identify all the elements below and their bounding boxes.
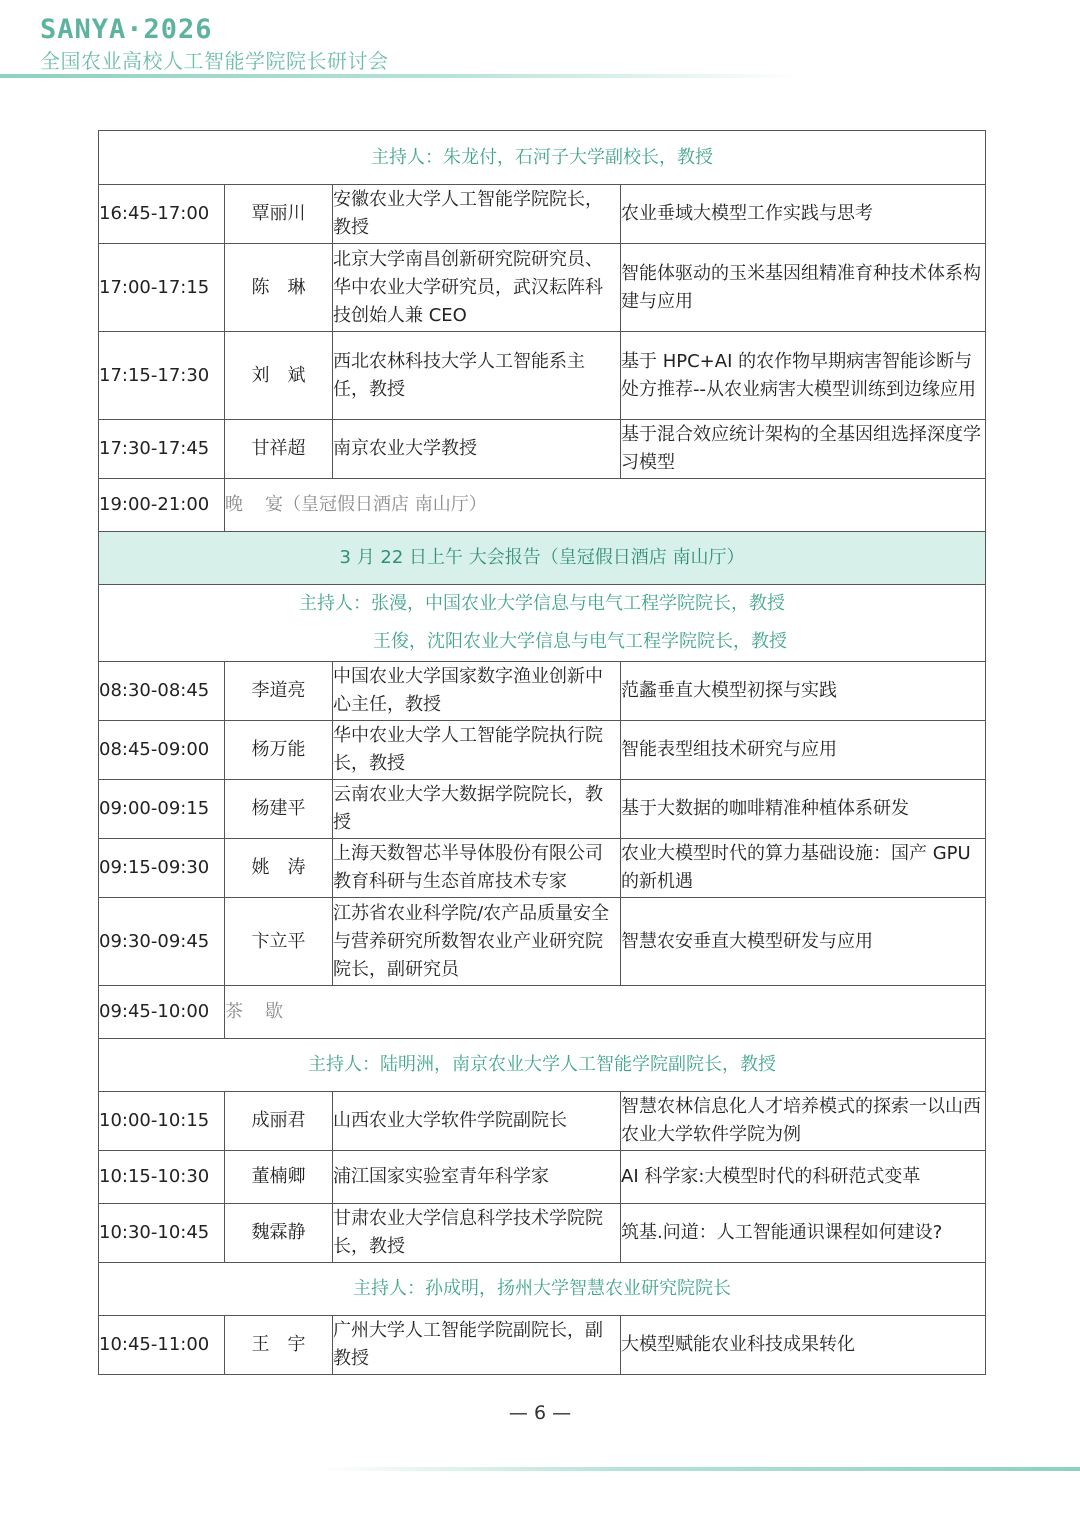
speaker-affiliation: 南京农业大学教授 xyxy=(333,420,621,479)
table-row xyxy=(99,185,986,244)
time-cell: 09:30-09:45 xyxy=(99,898,225,986)
time-cell: 17:15-17:30 xyxy=(99,332,225,420)
table-row xyxy=(99,332,986,420)
speaker-affiliation: 云南农业大学大数据学院院长，教授 xyxy=(333,780,621,839)
header-title-zh: 全国农业高校人工智能学院院长研讨会 xyxy=(40,49,389,73)
table-row xyxy=(99,839,986,898)
talk-title: 基于混合效应统计架构的全基因组选择深度学习模型 xyxy=(621,420,986,479)
speaker-affiliation: 华中农业大学人工智能学院执行院长，教授 xyxy=(333,721,621,780)
time-cell: 10:30-10:45 xyxy=(99,1204,225,1263)
talk-title: 智慧农林信息化人才培养模式的探索一以山西农业大学软件学院为例 xyxy=(621,1092,986,1151)
speaker-name: 刘 斌 xyxy=(225,332,333,420)
speaker-affiliation: 江苏省农业科学院/农产品质量安全与营养研究所数智农业产业研究院院长，副研究员 xyxy=(333,898,621,986)
header-title-en: SANYA·2026 xyxy=(40,14,213,45)
time-cell: 09:00-09:15 xyxy=(99,780,225,839)
host-line-1: 主持人：张漫，中国农业大学信息与电气工程学院院长，教授 xyxy=(299,593,785,614)
host-text: 主持人：陆明洲，南京农业大学人工智能学院副院长，教授 xyxy=(99,1039,986,1092)
table-row xyxy=(99,1092,986,1151)
speaker-affiliation: 浦江国家实验室青年科学家 xyxy=(333,1151,621,1204)
time-cell: 17:00-17:15 xyxy=(99,244,225,332)
day-banner-row xyxy=(99,532,986,585)
host-text: 主持人：朱龙付，石河子大学副校长，教授 xyxy=(99,131,986,185)
time-cell: 08:45-09:00 xyxy=(99,721,225,780)
host-text: 主持人：孙成明，扬州大学智慧农业研究院院长 xyxy=(99,1263,986,1316)
break-row xyxy=(99,986,986,1039)
host-row xyxy=(99,1263,986,1316)
talk-title: 范蠡垂直大模型初探与实践 xyxy=(621,662,986,721)
speaker-name: 杨建平 xyxy=(225,780,333,839)
speaker-affiliation: 西北农林科技大学人工智能系主任，教授 xyxy=(333,332,621,420)
host-row xyxy=(99,131,986,185)
talk-title: 农业垂域大模型工作实践与思考 xyxy=(621,185,986,244)
table-row xyxy=(99,721,986,780)
time-cell: 19:00-21:00 xyxy=(99,479,225,532)
talk-title: 基于大数据的咖啡精准种植体系研发 xyxy=(621,780,986,839)
header-divider xyxy=(0,74,800,78)
time-cell: 10:15-10:30 xyxy=(99,1151,225,1204)
table-row xyxy=(99,244,986,332)
host-row xyxy=(99,585,986,662)
speaker-name: 卞立平 xyxy=(225,898,333,986)
host-row xyxy=(99,1039,986,1092)
host-text xyxy=(99,585,986,662)
time-cell: 10:00-10:15 xyxy=(99,1092,225,1151)
talk-title: 大模型赋能农业科技成果转化 xyxy=(621,1316,986,1375)
speaker-name: 魏霖静 xyxy=(225,1204,333,1263)
footer-divider xyxy=(320,1467,1080,1471)
speaker-affiliation: 中国农业大学国家数字渔业创新中心主任，教授 xyxy=(333,662,621,721)
speaker-affiliation: 安徽农业大学人工智能学院院长，教授 xyxy=(333,185,621,244)
speaker-name: 王 宇 xyxy=(225,1316,333,1375)
table-row xyxy=(99,780,986,839)
talk-title: 智能体驱动的玉米基因组精准育种技术体系构建与应用 xyxy=(621,244,986,332)
schedule-table xyxy=(98,130,986,1375)
talk-title: 农业大模型时代的算力基础设施：国产 GPU 的新机遇 xyxy=(621,839,986,898)
page-number: — 6 — xyxy=(508,1402,572,1424)
speaker-name: 杨万能 xyxy=(225,721,333,780)
talk-title: 智慧农安垂直大模型研发与应用 xyxy=(621,898,986,986)
speaker-affiliation: 广州大学人工智能学院副院长，副教授 xyxy=(333,1316,621,1375)
speaker-name: 覃丽川 xyxy=(225,185,333,244)
speaker-name: 李道亮 xyxy=(225,662,333,721)
table-row xyxy=(99,1204,986,1263)
speaker-name: 姚 涛 xyxy=(225,839,333,898)
speaker-name: 董楠卿 xyxy=(225,1151,333,1204)
break-label-b: 歇 xyxy=(265,1001,283,1022)
day-banner: 3 月 22 日上午 大会报告（皇冠假日酒店 南山厅） xyxy=(99,532,986,585)
table-row xyxy=(99,662,986,721)
table-row xyxy=(99,420,986,479)
host-line-2: 王俊，沈阳农业大学信息与电气工程学院院长，教授 xyxy=(373,631,787,652)
dinner-label-a: 晚 xyxy=(225,494,243,515)
speaker-name: 陈 琳 xyxy=(225,244,333,332)
talk-title: 基于 HPC+AI 的农作物早期病害智能诊断与处方推荐--从农业病害大模型训练到边缘应用 xyxy=(621,332,986,420)
speaker-name: 成丽君 xyxy=(225,1092,333,1151)
dinner-row xyxy=(99,479,986,532)
talk-title: 智能表型组技术研究与应用 xyxy=(621,721,986,780)
time-cell: 09:45-10:00 xyxy=(99,986,225,1039)
time-cell: 17:30-17:45 xyxy=(99,420,225,479)
dinner-label xyxy=(225,479,986,532)
speaker-affiliation: 甘肃农业大学信息科学技术学院院长，教授 xyxy=(333,1204,621,1263)
break-label-a: 茶 xyxy=(225,1001,243,1022)
time-cell: 08:30-08:45 xyxy=(99,662,225,721)
dinner-label-b: 宴（皇冠假日酒店 南山厅） xyxy=(265,494,487,515)
table-row xyxy=(99,1316,986,1375)
time-cell: 10:45-11:00 xyxy=(99,1316,225,1375)
speaker-name: 甘祥超 xyxy=(225,420,333,479)
break-label xyxy=(225,986,986,1039)
speaker-affiliation: 北京大学南昌创新研究院研究员、华中农业大学研究员，武汉耘阵科技创始人兼 CEO xyxy=(333,244,621,332)
talk-title: 筑基.问道：人工智能通识课程如何建设? xyxy=(621,1204,986,1263)
time-cell: 16:45-17:00 xyxy=(99,185,225,244)
speaker-affiliation: 上海天数智芯半导体股份有限公司教育科研与生态首席技术专家 xyxy=(333,839,621,898)
time-cell: 09:15-09:30 xyxy=(99,839,225,898)
speaker-affiliation: 山西农业大学软件学院副院长 xyxy=(333,1092,621,1151)
table-row xyxy=(99,898,986,986)
talk-title: AI 科学家:大模型时代的科研范式变革 xyxy=(621,1151,986,1204)
table-row xyxy=(99,1151,986,1204)
